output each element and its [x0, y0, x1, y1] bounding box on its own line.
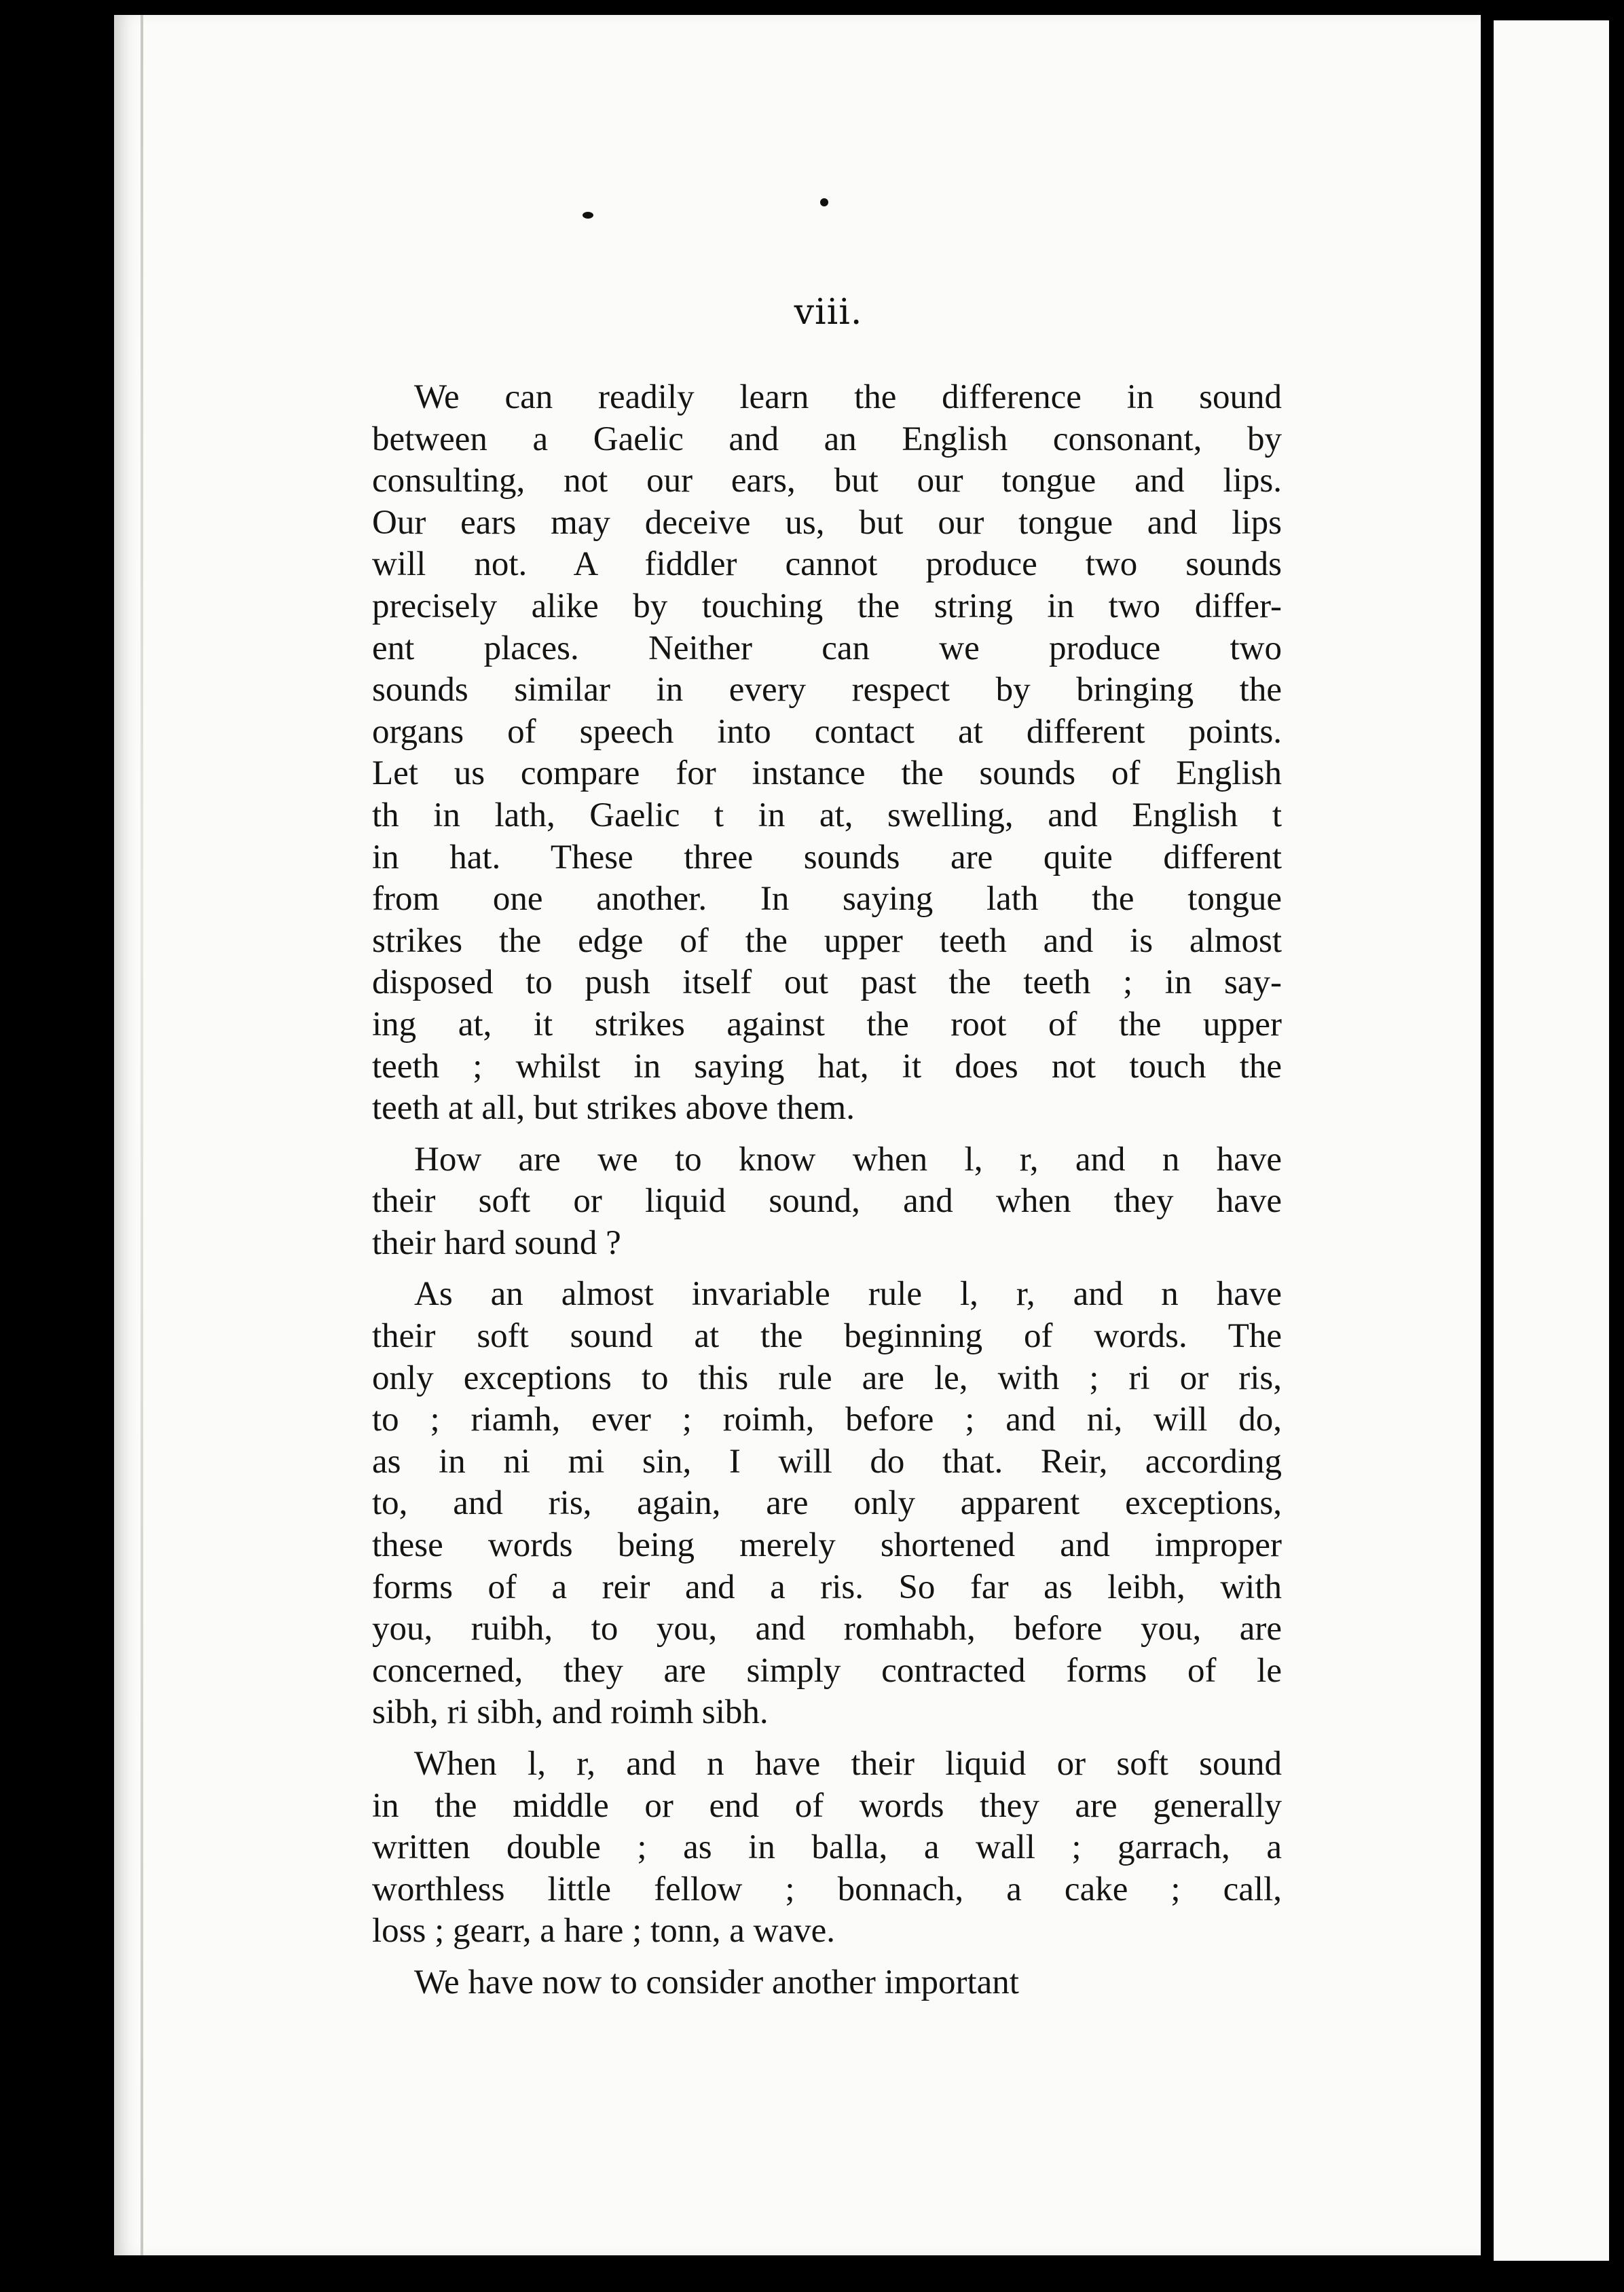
paragraph [372, 377, 1282, 1130]
text-line: How are we to know when l, r, and n have [414, 1140, 1282, 1179]
body-text [372, 377, 1282, 2014]
text-line: between a Gaelic and an English consonant, by [372, 420, 1282, 458]
text-line: these words being merely shortened and improper [372, 1526, 1282, 1565]
text-line: precisely alike by touching the string in two differ- [372, 587, 1282, 625]
text-line: When l, r, and n have their liquid or soft sound [414, 1745, 1282, 1783]
text-line: consulting, not our ears, but our tongue and lips. [372, 462, 1282, 500]
ink-speck [820, 198, 828, 206]
text-line: concerned, they are simply contracted forms of le [372, 1651, 1282, 1690]
page-number: viii. [794, 292, 863, 333]
text-line: from one another. In saying lath the tongue [372, 880, 1282, 919]
text-line: you, ruibh, to you, and romhabh, before you, are [372, 1610, 1282, 1648]
paragraph [372, 1962, 1282, 2004]
paragraph [372, 1274, 1282, 1734]
text-line: will not. A fiddler cannot produce two sounds [372, 545, 1282, 584]
text-line: their soft sound at the beginning of words. The [372, 1317, 1282, 1356]
text-line: sounds similar in every respect by bringing the [372, 671, 1282, 709]
text-line: teeth at all, but strikes above them. [372, 1089, 855, 1128]
text-line: th in lath, Gaelic t in at, swelling, and English t [372, 796, 1282, 834]
text-line: worthless little fellow ; bonnach, a cake ; call, [372, 1870, 1282, 1908]
paragraph [372, 1743, 1282, 1953]
text-line: as in ni mi sin, I will do that. Reir, according [372, 1442, 1282, 1481]
binding-gutter [141, 15, 143, 2255]
text-line: strikes the edge of the upper teeth and is almost [372, 921, 1282, 960]
text-line: to, and ris, again, are only apparent exceptions, [372, 1484, 1282, 1523]
ink-speck [583, 212, 593, 219]
text-line: to ; riamh, ever ; roimh, before ; and ni, will do, [372, 1401, 1282, 1439]
text-line: in hat. These three sounds are quite different [372, 838, 1282, 876]
text-line: their soft or liquid sound, and when they have [372, 1182, 1282, 1221]
text-line: loss ; gearr, a hare ; tonn, a wave. [372, 1912, 835, 1951]
text-line: disposed to push itself out past the teeth ; in say- [372, 963, 1282, 1002]
text-line: We have now to consider another important [414, 1963, 1019, 2001]
facing-page-edge [1494, 20, 1609, 2261]
text-line: teeth ; whilst in saying hat, it does not touch the [372, 1047, 1282, 1086]
text-line: Our ears may deceive us, but our tongue and lips [372, 503, 1282, 542]
text-line: organs of speech into contact at different points. [372, 712, 1282, 751]
text-line: forms of a reir and a ris. So far as leibh, with [372, 1568, 1282, 1606]
text-line: only exceptions to this rule are le, with ; ri or ris, [372, 1358, 1282, 1397]
text-line: ing at, it strikes against the root of the upper [372, 1005, 1282, 1043]
text-line: written double ; as in balla, a wall ; garrach, a [372, 1828, 1282, 1867]
paragraph [372, 1139, 1282, 1265]
text-line: sibh, ri sibh, and roimh sibh. [372, 1693, 769, 1732]
text-line: ent places. Neither can we produce two [372, 629, 1282, 667]
text-line: We can readily learn the difference in sound [414, 378, 1282, 416]
text-line: in the middle or end of words they are generally [372, 1786, 1282, 1825]
text-line: As an almost invariable rule l, r, and n have [414, 1275, 1282, 1314]
text-line: their hard sound ? [372, 1223, 621, 1262]
text-line: Let us compare for instance the sounds of English [372, 754, 1282, 793]
